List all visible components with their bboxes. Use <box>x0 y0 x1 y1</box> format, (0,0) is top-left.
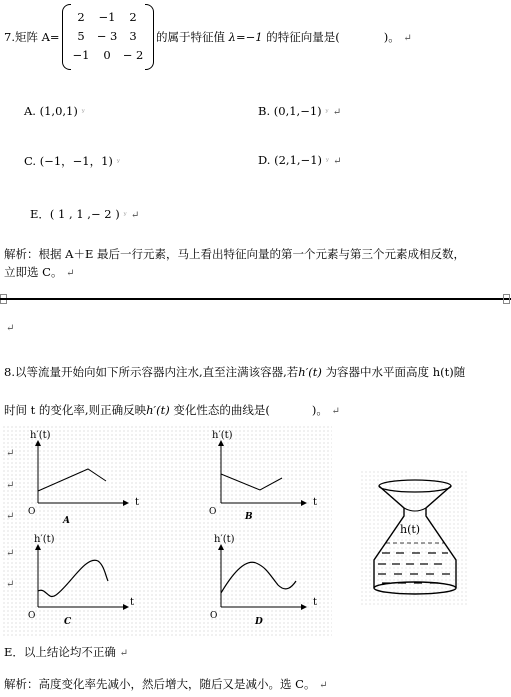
return-mark-icon: ↵ <box>119 648 128 659</box>
matrix-cell: 2 <box>129 9 137 24</box>
q7-stem-line <box>156 29 412 45</box>
graph-c-origin: O <box>28 611 36 621</box>
return-mark-icon: ↵ <box>319 680 328 691</box>
matrix-right-bracket <box>145 4 154 70</box>
footnote-mark-icon: ʸ <box>116 158 121 168</box>
graph-d <box>210 534 317 627</box>
vessel-base <box>374 582 456 594</box>
option-d-label: D. (2,1,−1) <box>258 153 322 167</box>
graph-a-letter: A <box>63 516 70 526</box>
q7-analysis-line-2 <box>4 264 75 280</box>
matrix-cell: 2 <box>77 9 85 24</box>
footnote-mark-icon: ʸ <box>123 211 128 221</box>
q8-stem-line-1 <box>4 364 465 380</box>
graph-c-letter: C <box>64 617 72 627</box>
q8-stem-2d: )。 <box>311 403 328 417</box>
vessel-figure <box>360 470 467 606</box>
option-c <box>24 153 120 169</box>
vessel-svg <box>360 470 467 606</box>
matrix-cell: − 2 <box>122 47 144 62</box>
graph-b-ylabel: h′(t) <box>212 430 233 441</box>
return-mark-icon: ↵ <box>6 548 15 559</box>
vessel-rim <box>379 480 451 492</box>
section-divider <box>0 298 511 300</box>
footnote-mark-icon: ʸ <box>325 157 330 167</box>
graph-b <box>209 430 317 522</box>
h-prime-symbol: h′(t) <box>146 403 170 417</box>
option-a <box>24 104 85 118</box>
q7-stem-c: 的特征向量是( <box>266 30 340 44</box>
option-b-label: B. (0,1,−1) <box>258 104 322 118</box>
footnote-mark-icon: ʸ <box>81 108 86 118</box>
return-mark-icon: ↵ <box>333 156 342 167</box>
graph-b-xlabel: t <box>313 497 318 508</box>
q7-stem-d: )。 <box>383 30 400 44</box>
q7-analysis-2: 立即选 C。 <box>4 265 63 279</box>
return-mark-icon: ↵ <box>6 511 15 522</box>
matrix-cell: − 3 <box>96 28 118 43</box>
graph-b-origin: O <box>209 507 217 517</box>
return-mark-icon: ↵ <box>66 268 75 279</box>
return-mark-icon: ↵ <box>6 323 15 334</box>
matrix-table <box>68 7 146 64</box>
matrix-cell: −1 <box>72 47 90 62</box>
lambda-symbol: λ=−1 <box>228 30 263 44</box>
footnote-mark-icon: ʸ <box>325 108 330 118</box>
graph-b-letter: B <box>245 512 253 522</box>
q8-analysis-text: 解析：高度变化率先减小，然后增大，随后又是减小。选 C。 <box>4 677 316 691</box>
q8-option-e-label: E．以上结论均不正确 <box>4 645 116 659</box>
graph-c-ylabel: h′(t) <box>34 534 55 545</box>
option-b <box>258 104 341 118</box>
graph-b-curve <box>221 474 282 490</box>
graphs-svg <box>2 425 332 637</box>
matrix-cell: −1 <box>98 9 116 24</box>
graph-c-curve <box>38 560 108 596</box>
graph-c-xlabel: t <box>130 597 135 608</box>
water-dashes <box>378 553 450 583</box>
return-mark-icon: ↵ <box>6 480 15 491</box>
return-mark-icon: ↵ <box>403 33 412 44</box>
graph-panel <box>2 425 332 637</box>
section-marker <box>503 294 510 304</box>
q7-stem-b: 的属于特征值 <box>156 30 225 44</box>
graph-d-curve <box>221 562 296 593</box>
q8-stem-1c: 为容器中水平面高度 <box>325 365 430 379</box>
option-a-label: A. (1,0,1) <box>24 104 78 118</box>
q7-analysis-line-1: 解析：根据 A＋E 最后一行元素，马上看出特征向量的第一个元素与第三个元素成相反数， <box>4 247 466 261</box>
option-e <box>30 206 139 222</box>
q8-stem-2c: 变化性态的曲线是( <box>173 403 270 417</box>
graph-a <box>28 430 139 526</box>
graph-d-ylabel: h′(t) <box>214 534 235 545</box>
graph-a-ylabel: h′(t) <box>30 430 51 441</box>
q8-stem-2a: 时间 t 的变化率,则正确反映 <box>4 403 147 417</box>
graph-a-curve <box>38 469 106 491</box>
q8-stem-line-2 <box>4 402 340 418</box>
vessel-neck <box>404 508 426 511</box>
return-mark-icon: ↵ <box>331 406 340 417</box>
return-mark-icon: ↵ <box>332 107 342 118</box>
option-c-label: C. (−1，−1，1) <box>24 154 113 168</box>
graph-c <box>28 534 134 627</box>
matrix-cell: 0 <box>103 47 111 62</box>
h-prime-symbol: h′(t) <box>298 365 322 379</box>
graph-d-xlabel: t <box>313 597 318 608</box>
option-d <box>258 153 342 167</box>
matrix-cell: 3 <box>129 28 137 43</box>
graph-d-origin: O <box>210 611 218 621</box>
q8-stem-1a: 8.以等流量开始向如下所示容器内注水,直至注满该容器,若 <box>4 365 299 379</box>
matrix-cell: 5 <box>77 28 85 43</box>
graph-a-xlabel: t <box>135 497 140 508</box>
q7-stem-a: 7.矩阵 A= <box>4 30 60 44</box>
graph-a-origin: O <box>28 507 36 517</box>
graph-d-letter: D <box>255 617 263 627</box>
return-mark-icon: ↵ <box>6 579 15 590</box>
return-mark-icon: ↵ <box>6 448 15 459</box>
return-mark-icon: ↵ <box>130 210 140 221</box>
matrix-a <box>62 4 154 70</box>
q8-analysis <box>4 676 328 692</box>
vessel-label: h(t) <box>400 523 421 536</box>
vessel-wall <box>374 486 456 588</box>
option-e-label: E．( 1 , 1 ,− 2 ) <box>30 207 120 221</box>
q8-option-e <box>4 644 128 660</box>
q8-stem-1d: h(t)随 <box>432 365 466 379</box>
